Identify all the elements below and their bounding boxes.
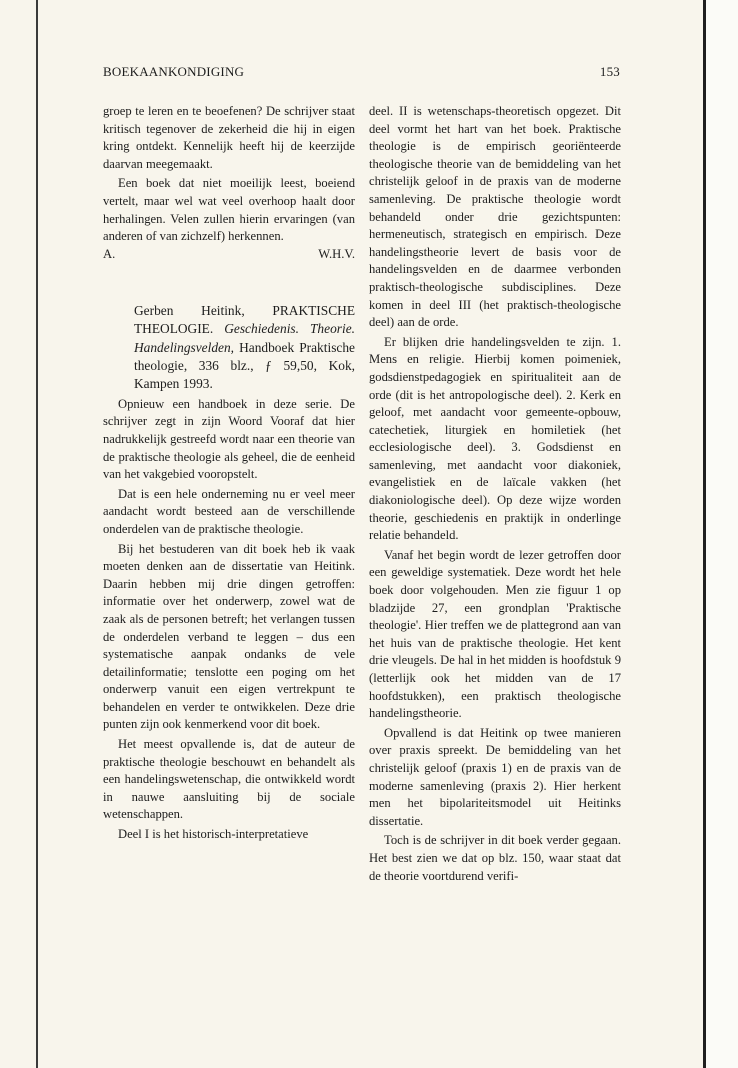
- paragraph: Het meest opvallende is, dat de auteur de praktische theologie beschouwt en behandelt als een handelingswetenschap, die ontwikkeld wordt in nauwe aansluiting bij de sociale wetenschappen.: [103, 737, 355, 822]
- paragraph: Bij het bestuderen van dit boek heb ik vaak moeten denken aan de dissertatie van Heitink. Daarin hebben mij drie dingen getroffen: informatie over het onderwerp, zowel wat de zaak als de personen betreft; het verlangen tussen de onderdelen verband te leggen – dus een systematische aanpak ondanks de vele detailinformatie; tenslotte een poging om het onderwerp vanuit een eigen vertrekpunt te behandelen en verder te ontwikkelen. Deze drie punten zijn ook kenmerkend voor dit boek.: [103, 541, 355, 732]
- scan-edge-left: [36, 0, 38, 1068]
- paragraph: Toch is de schrijver in dit boek verder gegaan. Het best zien we dat op blz. 150, waar staat dat de theorie voortdurend verifi-: [369, 833, 621, 883]
- paragraph: Dat is een hele onderneming nu er veel meer aandacht wordt besteed aan de verschillende onderdelen van de praktische theologie.: [103, 486, 355, 536]
- paragraph: Vanaf het begin wordt de lezer getroffen door een geweldige systematiek. Deze wordt het hele boek door volgehouden. Men zie figuur 1 op bladzijde 27, een grondplan 'Praktische theologie'. Hier treffen we de plattegrond aan van het huis van de praktische theologie. Het kent drie vleugels. De hal in het midden is hoofdstuk 9 (letterlijk ook het midden van de 17 hoofdstukken), een praktisch theologische handelingstheorie.: [369, 547, 621, 721]
- signature-initials: W.H.V.: [318, 246, 355, 261]
- bib-details: Handboek Praktische theologie, 336 blz., ƒ 59,50, Kok, Kampen 1993.: [134, 339, 355, 392]
- bibliographic-entry: [103, 302, 355, 394]
- paragraph: Opnieuw een handboek in deze serie. De schrijver zegt in zijn Woord Vooraf dat hier nadrukkelijk gestreefd wordt naar een theorie van de praktische theologie als geheel, die de eenheid van het vakgebied vooropstelt.: [103, 396, 355, 482]
- paragraph: Er blijken drie handelingsvelden te zijn. 1. Mens en religie. Hierbij komen poimeniek, godsdienstpedagogiek en spiritualiteit aan de orde (dit is het antropologische deel). 2. Kerk en geloof, met aandacht voor gemeente-opbouw, catechetiek, liturgiek en homiletiek (het ecclesiologische deel). 3. Godsdienst en samenleving, met aandacht voor diakoniek, evangelistiek en de laïcale vakken (het diakoniologische deel). Op deze wijze worden theorie, geschiedenis en praktijk in onderlinge relatie behandeld.: [369, 334, 621, 543]
- review-signature: [103, 246, 355, 264]
- right-column: [369, 103, 621, 885]
- paragraph: Een boek dat niet moeilijk leest, boeiend vertelt, maar wel wat veel overhoop haalt door herhalingen. Velen zullen hierin ervaringen (van anderen of van zichzelf) herkennen.: [103, 176, 355, 244]
- signature-place: A.: [103, 246, 116, 261]
- left-column: [103, 103, 355, 844]
- page-number: 153: [599, 64, 620, 79]
- paragraph: groep te leren en te beoefenen? De schrijver staat kritisch tegenover de zekerheid die hij in eigen kring ontdekt. Kennelijk heeft hij de keerzijde daarvan meegemaakt.: [103, 104, 355, 171]
- scan-margin-right: [706, 0, 738, 1068]
- paragraph: deel. II is wetenschaps-theoretisch opgezet. Dit deel vormt het hart van het boek. Praktische theologie is de empirisch georiënteerde theologische theorie van de bemiddeling van het christelijk geloof in de praxis van de moderne samenleving. De praktische theologie wordt behandeld onder drie gezichtspunten: hermeneutisch, strategisch en empirisch. Deze handelingstheorie levert de basis voor de handelingsvelden en de daarmee verbonden praktisch-theologische subdisciplines. Deze komen in deel III (het praktisch-theologische deel) aan de orde.: [369, 104, 621, 330]
- paragraph: Deel I is het historisch-interpretatieve: [118, 827, 309, 842]
- bib-author-title: Gerben Heitink, PRAKTISCHE THEOLOGIE.: [134, 302, 355, 337]
- paragraph: Opvallend is dat Heitink op twee manieren over praxis spreekt. De bemiddeling van het christelijk geloof (praxis 1) en de praxis van de moderne samenleving (praxis 2). Hier herkent men het bipolariteitsmodel uit Heitinks dissertatie.: [369, 725, 621, 828]
- bib-subtitle: Geschiedenis. Theorie. Handelingsvelden,: [134, 321, 355, 355]
- running-title: BOEKAANKONDIGING: [103, 64, 245, 79]
